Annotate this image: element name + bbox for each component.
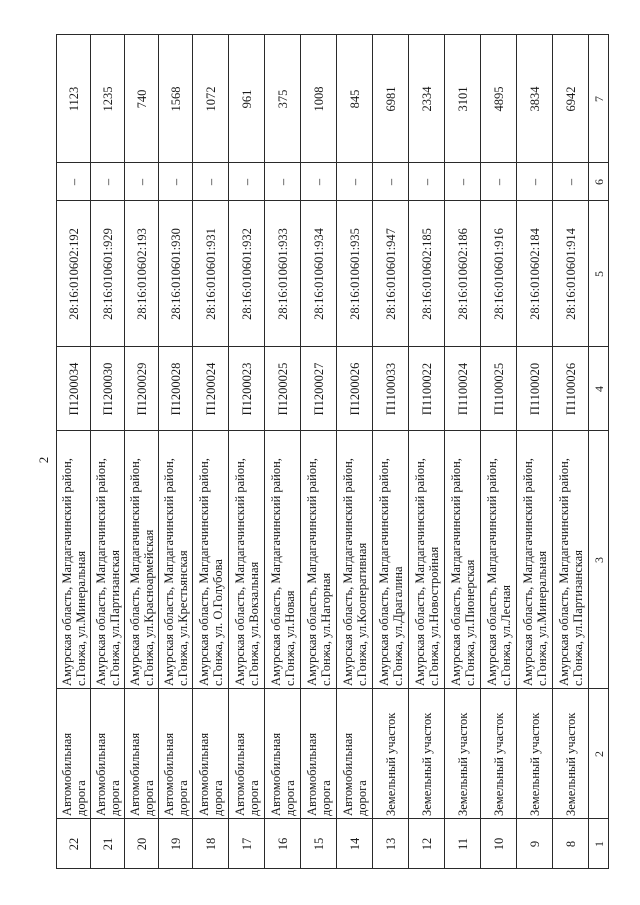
table-cell <box>193 689 229 819</box>
cell-col6: – <box>66 178 81 185</box>
cell-cadastral: 28:16:010601:929 <box>100 227 115 320</box>
cell-col7: 1568 <box>168 86 183 111</box>
cell-number: 12 <box>419 837 434 850</box>
cell-type: Земельный участок <box>491 712 506 816</box>
table-cell <box>337 819 373 869</box>
page-number: 2 <box>36 456 51 464</box>
table-cell <box>445 35 481 163</box>
cell-cadastral: 28:16:010601:932 <box>239 227 254 320</box>
table-cell <box>373 689 409 819</box>
cell-col6: – <box>455 178 470 185</box>
table-cell <box>373 819 409 869</box>
cell-cadastral: 28:16:010602:193 <box>134 227 149 320</box>
table-cell <box>265 201 301 347</box>
column-number: 4 <box>591 385 606 392</box>
table-cell <box>301 163 337 201</box>
header-cell <box>589 689 609 819</box>
table-cell <box>91 201 125 347</box>
field-row-col6 <box>57 163 609 201</box>
property-table <box>56 34 609 869</box>
table-cell <box>409 35 445 163</box>
cell-type: Автомобильная дорога <box>196 732 225 816</box>
table-cell <box>57 819 91 869</box>
table-cell <box>125 201 159 347</box>
cell-type: Автомобильная дорога <box>93 732 122 816</box>
header-cell <box>589 201 609 347</box>
table-cell <box>265 163 301 201</box>
cell-code: П1200034 <box>66 362 81 415</box>
cell-cadastral: 28:16:010601:947 <box>383 227 398 320</box>
cell-col7: 1235 <box>100 86 115 111</box>
table-cell <box>301 201 337 347</box>
cell-type: Автомобильная дорога <box>161 732 190 816</box>
field-row-address <box>57 431 609 689</box>
table-cell <box>553 347 589 431</box>
cell-cadastral: 28:16:010602:186 <box>455 227 470 320</box>
table-cell <box>159 431 193 689</box>
cell-cadastral: 28:16:010601:914 <box>563 227 578 320</box>
cell-col6: – <box>134 178 149 185</box>
table-cell <box>373 163 409 201</box>
table-cell <box>265 35 301 163</box>
cell-type: Земельный участок <box>563 712 578 816</box>
table-cell <box>409 431 445 689</box>
table-cell <box>301 819 337 869</box>
cell-type: Автомобильная дорога <box>268 732 297 816</box>
cell-col6: – <box>100 178 115 185</box>
cell-number: 9 <box>527 840 542 847</box>
column-number: 7 <box>591 95 606 102</box>
table-cell <box>57 201 91 347</box>
field-row-type <box>57 689 609 819</box>
header-cell <box>589 163 609 201</box>
table-cell <box>409 163 445 201</box>
table-cell <box>193 431 229 689</box>
cell-address: Амурская область, Магдагачинский район, с.Гонжа, ул.Новостройная <box>412 457 441 686</box>
field-row-number <box>57 819 609 869</box>
table-cell <box>159 347 193 431</box>
table-cell <box>481 431 517 689</box>
cell-address: Амурская область, Магдагачинский район, с.Гонжа, ул.Драгалина <box>376 457 405 686</box>
header-cell <box>589 347 609 431</box>
cell-address: Амурская область, Магдагачинский район, с.Гонжа, ул. О.Голубова <box>196 457 225 686</box>
table-cell <box>229 35 265 163</box>
cell-code: П1100024 <box>455 362 470 415</box>
table-cell <box>229 689 265 819</box>
cell-col7: 3101 <box>455 86 470 111</box>
column-number: 5 <box>591 270 606 277</box>
table-cell <box>337 431 373 689</box>
cell-col7: 3834 <box>527 86 542 111</box>
table-cell <box>517 201 553 347</box>
table-cell <box>229 163 265 201</box>
column-number: 6 <box>591 178 606 185</box>
cell-cadastral: 28:16:010601:916 <box>491 227 506 320</box>
table-cell <box>481 163 517 201</box>
cell-code: П1200025 <box>275 362 290 415</box>
table-cell <box>553 35 589 163</box>
table-cell <box>445 689 481 819</box>
table-cell <box>91 347 125 431</box>
table-cell <box>517 689 553 819</box>
table-cell <box>301 35 337 163</box>
cell-address: Амурская область, Магдагачинский район, с.Гонжа, ул.Минеральная <box>59 457 88 686</box>
table-cell <box>91 689 125 819</box>
cell-number: 20 <box>134 837 149 850</box>
header-cell <box>589 819 609 869</box>
cell-address: Амурская область, Магдагачинский район, с.Гонжа, ул.Кооперативная <box>340 457 369 686</box>
table-cell <box>553 163 589 201</box>
cell-col7: 6942 <box>563 86 578 111</box>
cell-code: П1100026 <box>563 362 578 415</box>
cell-code: П1200029 <box>134 362 149 415</box>
header-cell <box>589 35 609 163</box>
table-cell <box>193 819 229 869</box>
table-cell <box>445 163 481 201</box>
table-cell <box>373 201 409 347</box>
table-cell <box>517 163 553 201</box>
cell-col6: – <box>527 178 542 185</box>
table-cell <box>481 35 517 163</box>
cell-col7: 2334 <box>419 86 434 111</box>
cell-type: Автомобильная дорога <box>232 732 261 816</box>
table-cell <box>125 819 159 869</box>
cell-address: Амурская область, Магдагачинский район, с.Гонжа, ул.Лесная <box>484 457 513 686</box>
table-cell <box>337 347 373 431</box>
cell-type: Земельный участок <box>419 712 434 816</box>
table-cell <box>409 347 445 431</box>
table-cell <box>373 35 409 163</box>
field-row-code <box>57 347 609 431</box>
cell-number: 8 <box>563 840 578 847</box>
table-cell <box>57 431 91 689</box>
table-cell <box>445 819 481 869</box>
table-cell <box>265 819 301 869</box>
field-row-col7 <box>57 35 609 163</box>
table-cell <box>553 819 589 869</box>
cell-code: П1200030 <box>100 362 115 415</box>
cell-col7: 961 <box>239 89 254 108</box>
cell-col6: – <box>203 178 218 185</box>
table-cell <box>159 201 193 347</box>
cell-number: 19 <box>168 837 183 850</box>
cell-col6: – <box>563 178 578 185</box>
cell-col7: 375 <box>275 89 290 108</box>
table-cell <box>125 35 159 163</box>
table-cell <box>445 347 481 431</box>
table-cell <box>445 431 481 689</box>
cell-type: Земельный участок <box>455 712 470 816</box>
cell-address: Амурская область, Магдагачинский район, с.Гонжа, ул.Пионерская <box>448 457 477 686</box>
table-cell <box>229 431 265 689</box>
table-cell <box>265 347 301 431</box>
table-cell <box>193 35 229 163</box>
cell-code: П1200027 <box>311 362 326 415</box>
column-number: 2 <box>591 750 606 757</box>
cell-col6: – <box>311 178 326 185</box>
table-cell <box>193 347 229 431</box>
cell-code: П1100020 <box>527 362 542 415</box>
cell-cadastral: 28:16:010602:185 <box>419 227 434 320</box>
cell-code: П1200024 <box>203 362 218 415</box>
table-cell <box>265 689 301 819</box>
cell-type: Земельный участок <box>383 712 398 816</box>
table-cell <box>517 819 553 869</box>
table-cell <box>445 201 481 347</box>
cell-code: П1100025 <box>491 362 506 415</box>
cell-col6: – <box>168 178 183 185</box>
cell-number: 13 <box>383 837 398 850</box>
table-cell <box>553 689 589 819</box>
table-cell <box>125 689 159 819</box>
header-cell <box>589 431 609 689</box>
cell-cadastral: 28:16:010601:931 <box>203 227 218 320</box>
cell-col6: – <box>239 178 254 185</box>
table-cell <box>57 347 91 431</box>
cell-number: 14 <box>347 837 362 850</box>
cell-col6: – <box>491 178 506 185</box>
cell-address: Амурская область, Магдагачинский район, с.Гонжа, ул.Нагорная <box>304 457 333 686</box>
table-cell <box>337 689 373 819</box>
table-cell <box>481 819 517 869</box>
cell-cadastral: 28:16:010602:184 <box>527 227 542 320</box>
table-cell <box>553 431 589 689</box>
cell-col6: – <box>347 178 362 185</box>
table-cell <box>193 201 229 347</box>
table-cell <box>229 347 265 431</box>
cell-col6: – <box>383 178 398 185</box>
table-cell <box>373 431 409 689</box>
cell-col6: – <box>419 178 434 185</box>
cell-code: П1200028 <box>168 362 183 415</box>
cell-address: Амурская область, Магдагачинский район, с.Гонжа, ул.Новая <box>268 457 297 686</box>
table-cell <box>91 819 125 869</box>
column-number: 1 <box>591 840 606 847</box>
cell-col7: 1072 <box>203 86 218 111</box>
cell-cadastral: 28:16:010601:930 <box>168 227 183 320</box>
table-cell <box>517 35 553 163</box>
table-cell <box>301 347 337 431</box>
cell-code: П1100033 <box>383 362 398 415</box>
table-cell <box>409 201 445 347</box>
cell-number: 16 <box>275 837 290 850</box>
cell-address: Амурская область, Магдагачинский район, с.Гонжа, ул.Красноармейская <box>127 457 156 686</box>
cell-type: Автомобильная дорога <box>127 732 156 816</box>
cell-number: 10 <box>491 837 506 850</box>
table-cell <box>229 201 265 347</box>
cell-number: 11 <box>455 837 470 850</box>
cell-col7: 6981 <box>383 86 398 111</box>
cell-type: Автомобильная дорога <box>340 732 369 816</box>
table-cell <box>159 689 193 819</box>
table-cell <box>193 163 229 201</box>
cell-code: П1100022 <box>419 362 434 415</box>
cell-address: Амурская область, Магдагачинский район, с.Гонжа, ул.Крестьянская <box>161 457 190 686</box>
cell-col7: 845 <box>347 89 362 108</box>
column-number: 3 <box>591 556 606 563</box>
cell-number: 17 <box>239 837 254 850</box>
table-cell <box>265 431 301 689</box>
table-cell <box>481 689 517 819</box>
table-cell <box>125 163 159 201</box>
table-cell <box>481 201 517 347</box>
table-cell <box>337 35 373 163</box>
table-cell <box>91 163 125 201</box>
cell-number: 21 <box>100 837 115 850</box>
cell-code: П1200023 <box>239 362 254 415</box>
cell-number: 18 <box>203 837 218 850</box>
cell-cadastral: 28:16:010602:192 <box>66 227 81 320</box>
table-cell <box>337 163 373 201</box>
cell-code: П1200026 <box>347 362 362 415</box>
cell-cadastral: 28:16:010601:934 <box>311 227 326 320</box>
table-cell <box>159 35 193 163</box>
cell-col7: 740 <box>134 89 149 108</box>
cell-address: Амурская область, Магдагачинский район, с.Гонжа, ул.Партизанская <box>556 457 585 686</box>
cell-col6: – <box>275 178 290 185</box>
table-cell <box>409 689 445 819</box>
table-cell <box>481 347 517 431</box>
cell-address: Амурская область, Магдагачинский район, с.Гонжа, ул.Партизанская <box>93 457 122 686</box>
cell-address: Амурская область, Магдагачинский район, с.Гонжа, ул.Минеральная <box>520 457 549 686</box>
cell-number: 22 <box>66 837 81 850</box>
cell-cadastral: 28:16:010601:935 <box>347 227 362 320</box>
table-cell <box>57 689 91 819</box>
table-cell <box>301 431 337 689</box>
cell-col7: 1008 <box>311 86 326 111</box>
table-cell <box>301 689 337 819</box>
cell-type: Земельный участок <box>527 712 542 816</box>
cell-col7: 1123 <box>66 86 81 111</box>
cell-address: Амурская область, Магдагачинский район, с.Гонжа, ул.Вокзальная <box>232 457 261 686</box>
table-cell <box>125 431 159 689</box>
table-cell <box>373 347 409 431</box>
table-cell <box>553 201 589 347</box>
cell-number: 15 <box>311 837 326 850</box>
field-row-cadastral <box>57 201 609 347</box>
table-cell <box>125 347 159 431</box>
cell-cadastral: 28:16:010601:933 <box>275 227 290 320</box>
cell-type: Автомобильная дорога <box>59 732 88 816</box>
table-cell <box>229 819 265 869</box>
table-cell <box>91 35 125 163</box>
table-cell <box>159 819 193 869</box>
table-cell <box>159 163 193 201</box>
table-cell <box>517 431 553 689</box>
table-cell <box>409 819 445 869</box>
cell-col7: 4895 <box>491 86 506 111</box>
table-cell <box>337 201 373 347</box>
table-cell <box>57 35 91 163</box>
table-cell <box>57 163 91 201</box>
table-cell <box>91 431 125 689</box>
table-cell <box>517 347 553 431</box>
cell-type: Автомобильная дорога <box>304 732 333 816</box>
